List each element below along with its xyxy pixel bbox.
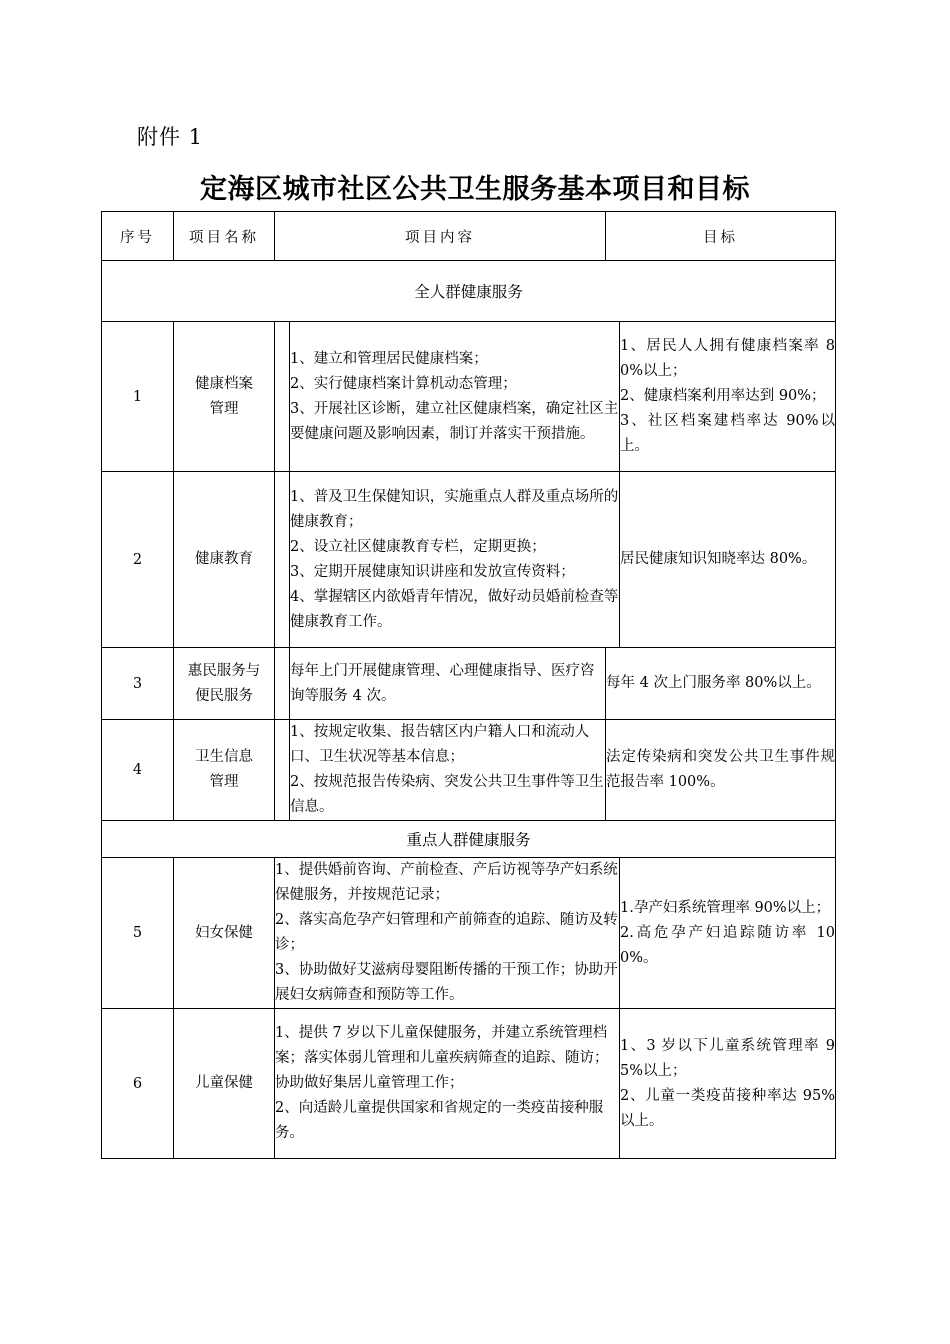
item-content-line: 1、提供婚前咨询、产前检查、产后访视等孕产妇系统保健服务，并按规范记录； xyxy=(275,862,618,903)
content-gap xyxy=(275,322,290,472)
item-target-line: 法定传染病和突发公共卫生事件规范报告率 100%。 xyxy=(606,749,835,790)
item-target xyxy=(620,472,836,648)
row-number: 5 xyxy=(102,858,174,1009)
header-item-content: 项目内容 xyxy=(275,212,606,261)
content-gap xyxy=(275,648,290,720)
table-header-row xyxy=(102,212,836,261)
item-target-line: 1、3 岁以下儿童系统管理率 95%以上； xyxy=(620,1037,835,1079)
item-content xyxy=(275,1009,620,1159)
item-content-line: 1、建立和管理居民健康档案； xyxy=(290,350,488,367)
item-target-line: 居民健康知识知晓率达 80%。 xyxy=(620,551,817,567)
item-target-line: 2、健康档案利用率达到 90%； xyxy=(620,388,826,404)
table-row xyxy=(102,472,836,648)
content-gap xyxy=(275,720,290,821)
document-title: 定海区城市社区公共卫生服务基本项目和目标 xyxy=(200,174,750,205)
item-name-line: 便民服务 xyxy=(195,687,253,704)
row-number: 4 xyxy=(102,720,174,821)
item-target-line: 2、儿童一类疫苗接种率达 95%以上。 xyxy=(620,1087,835,1129)
row-number: 6 xyxy=(102,1009,174,1159)
section-row xyxy=(102,261,836,322)
item-content-line: 2、按规范报告传染病、突发公共卫生事件等卫生信息。 xyxy=(290,774,604,815)
item-content xyxy=(290,472,620,648)
table-row xyxy=(102,1009,836,1159)
item-target xyxy=(620,1009,836,1159)
item-name-line: 健康档案 xyxy=(195,375,253,392)
item-target-line: 2.高危孕产妇追踪随访率 100%。 xyxy=(620,924,835,966)
item-target xyxy=(620,858,836,1009)
item-name xyxy=(174,858,275,1009)
item-target-line: 1、居民人人拥有健康档案率 80%以上； xyxy=(620,338,835,379)
item-name xyxy=(174,648,275,720)
section-title: 重点人群健康服务 xyxy=(102,821,836,858)
item-name xyxy=(174,322,275,472)
item-content-line: 每年上门开展健康管理、心理健康指导、医疗咨询等服务 4 次。 xyxy=(290,662,595,704)
table-row xyxy=(102,322,836,472)
item-target-line: 1.孕产妇系统管理率 90%以上； xyxy=(620,899,831,916)
item-content-line: 3、定期开展健康知识讲座和发放宣传资料； xyxy=(290,563,575,580)
item-content xyxy=(290,322,620,472)
item-content-line: 1、按规定收集、报告辖区内户籍人口和流动人口、卫生状况等基本信息； xyxy=(290,724,590,765)
item-name xyxy=(174,472,275,648)
item-content xyxy=(275,858,620,1009)
item-content-line: 1、提供 7 岁以下儿童保健服务，并建立系统管理档案；落实体弱儿管理和儿童疾病筛查的追踪、随访；协助做好集居儿童管理工作； xyxy=(275,1025,609,1091)
header-target: 目标 xyxy=(606,212,836,261)
item-content-line: 3、开展社区诊断，建立社区健康档案，确定社区主要健康问题及影响因素，制订并落实干预措施。 xyxy=(290,400,619,442)
item-name-line: 管理 xyxy=(209,774,239,790)
attachment-label: 附件 1 xyxy=(137,125,204,149)
row-number: 1 xyxy=(102,322,174,472)
table-row xyxy=(102,858,836,1009)
item-name-line: 管理 xyxy=(209,400,239,417)
item-name-line: 惠民服务与 xyxy=(187,662,261,679)
item-target xyxy=(606,720,836,821)
table-row xyxy=(102,720,836,821)
services-table xyxy=(101,211,836,1159)
table-row xyxy=(102,648,836,720)
item-name-line: 儿童保健 xyxy=(195,1075,253,1091)
header-no: 序号 xyxy=(102,212,174,261)
item-target-line: 3、社区档案建档率达 90%以上。 xyxy=(620,413,835,454)
content-gap xyxy=(275,472,290,648)
section-title: 全人群健康服务 xyxy=(102,261,836,322)
item-content-line: 2、向适龄儿童提供国家和省规定的一类疫苗接种服务。 xyxy=(275,1100,604,1141)
item-name-line: 妇女保健 xyxy=(195,924,253,941)
row-number: 3 xyxy=(102,648,174,720)
item-content-line: 3、协助做好艾滋病母婴阻断传播的干预工作；协助开展妇女病筛查和预防等工作。 xyxy=(275,962,618,1003)
item-name-line: 卫生信息 xyxy=(195,749,253,765)
item-target xyxy=(606,648,836,720)
item-content-line: 2、设立社区健康教育专栏，定期更换； xyxy=(290,538,546,555)
item-content xyxy=(290,648,606,720)
item-content-line: 2、实行健康档案计算机动态管理； xyxy=(290,375,517,392)
item-name-line: 健康教育 xyxy=(195,551,253,567)
item-name xyxy=(174,1009,275,1159)
header-item-name: 项目名称 xyxy=(174,212,275,261)
item-content-line: 4、掌握辖区内欲婚青年情况，做好动员婚前检查等健康教育工作。 xyxy=(290,588,619,630)
item-target xyxy=(620,322,836,472)
item-target-line: 每年 4 次上门服务率 80%以上。 xyxy=(606,675,821,691)
section-row xyxy=(102,821,836,858)
item-content-line: 2、落实高危孕产妇管理和产前筛查的追踪、随访及转诊； xyxy=(275,912,618,953)
item-content-line: 1、普及卫生保健知识，实施重点人群及重点场所的健康教育； xyxy=(290,488,619,530)
item-content xyxy=(290,720,606,821)
item-name xyxy=(174,720,275,821)
row-number: 2 xyxy=(102,472,174,648)
